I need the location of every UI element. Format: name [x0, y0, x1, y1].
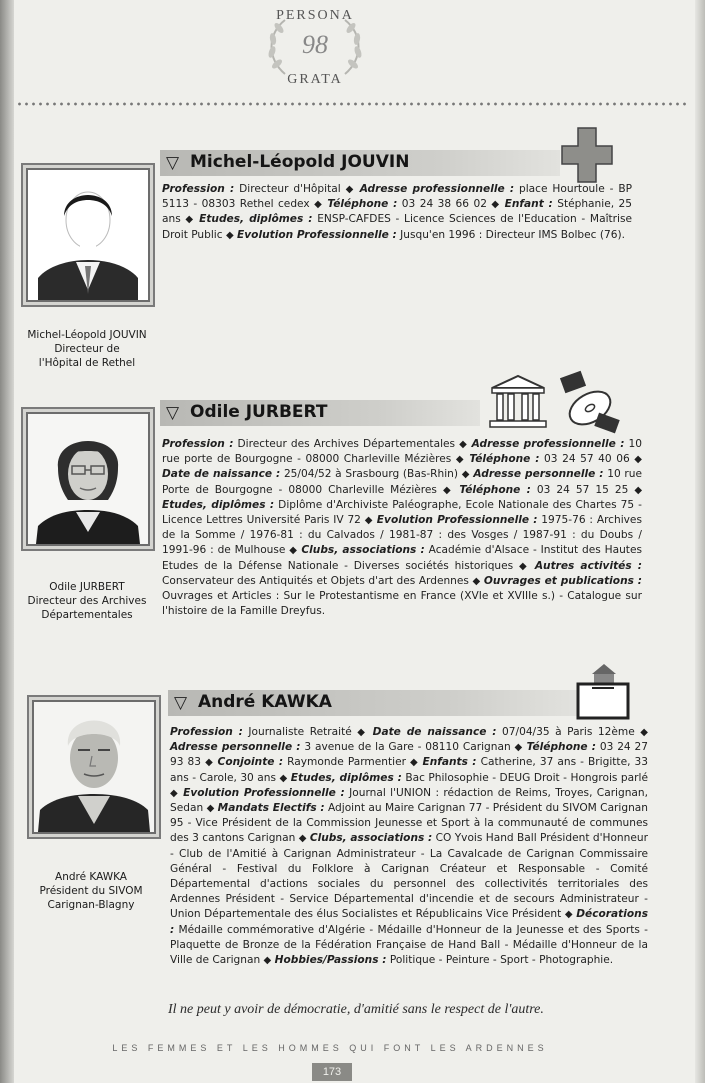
entry-text-kawka: Profession : Journaliste Retraité ◆ Date de naissance : 07/04/35 à Paris 12ème ◆ Adresse personnelle : 3 avenue de la Gare - 08110 Carignan ◆ Téléphone : 03 24 27 93 83 ◆ Conjointe : Raymonde Parmentier ◆ Enfants : Catherine, 37 ans - Brigitte, 33 ans - Carole, 30 ans ◆ Etudes, diplômes : Bac Philosophie - DEUG Droit - Hongrois parlé ◆ Evolution Professionnelle : Journal l'UNION : rédaction de Reims, Troyes, Carignan, Sedan ◆ Mandats Electifs : Adjoint au Maire Carignan 77 - Président du SIVOM Carignan 95 - Vice Président de la Commission Jeunesse et Sport à la communauté de communes des 3 cantons Carignan ◆ Clubs, associations : CO Yvois Hand Ball Président d'Honneur - Club de l'Amitié à Carignan Administrateur - La Cavalcade de Carignan Commissaire Général - Festival du Folklore à Carignan Créateur et Responsable - Comité Départemental d'actions sociales du personnel des collectivités territoriales des Ardennes Président - Service Départemental d'incendie et de secours Administrateur - Union Départementale des élus Socialistes et Républicains Vice Président ◆ Décorations : Médaille commémorative d'Algérie - Médaille d'Honneur de la Jeunesse et des Sports - Plaquette de Bronze de la Fédération Française de Hand Ball - Médaille d'Honneur de la Ville de Carignan ◆ Hobbies/Passions : Politique - Peinture - Sport - Photographie. [170, 726, 649, 967]
entry-text-jouvin: Profession : Directeur d'Hôpital ◆ Adresse professionnelle : place Hourtoule - BP 5113 - 08303 Rethel cedex ◆ Téléphone : 03 24 38 66 02 ◆ Enfant : Stéphanie, 25 ans ◆ Etudes, diplômes : ENSP-CAFDES - Licence Sciences de l'Education - Maîtrise Droit Public ◆ Evolution Professionnelle : Jusqu'en 1996 : Directeur IMS Bolbec (76). [162, 183, 633, 241]
portrait-photo-kawka [32, 700, 156, 834]
caption-title: Directeur de [54, 343, 120, 355]
caption-name: Michel-Léopold JOUVIN [27, 329, 147, 341]
name-bar-jouvin [160, 150, 560, 176]
caption-title: Carignan-Blagny [47, 899, 135, 911]
name-bar-kawka [168, 690, 578, 716]
entry-text-jurbert: Profession : Directeur des Archives Départementales ◆ Adresse professionnelle : 10 rue porte de Bourgogne - 08000 Charleville Mézières ◆ Téléphone : 03 24 57 40 06 ◆ Date de naissance : 25/04/52 à Srasbourg (Bas-Rhin) ◆ Adresse personnelle : 10 rue Porte de Bourgogne - 08000 Charleville Mézières ◆ Téléphone : 03 24 57 15 25 ◆ Etudes, diplômes : Diplôme d'Archiviste Paléographe, Ecole Nationale des Chartes 75 - Licence Lettres Université Paris IV 72 ◆ Evolution Professionnelle : 1975-76 : Archives de la Somme / 1976-81 : du Calvados / 1981-87 : des Vosges / 1987-91 : du Doubs / 1991-96 : de Mulhouse ◆ Clubs, associations : Académie d'Alsace - Institut des Hautes Etudes de la Défense Nationale - Diverses sociétés historiques ◆ Autres activités : Conservateur des Antiquités et Objets d'art des Ardennes ◆ Ouvrages et publications : Ouvrages et Articles : Sur le Protestantisme en France (XVIe et XVIIIe s.) - Catalogue sur l'histoire de la Famille Dreyfus. [162, 438, 643, 618]
person-name: André KAWKA [198, 692, 332, 712]
page-edge-shadow [695, 0, 705, 1083]
quote-text: Il ne peut y avoir de démocratie, d'amitié sans le respect de l'autre. [168, 1002, 544, 1017]
caption-jouvin [12, 328, 162, 370]
disc-book-icon [556, 370, 622, 436]
logo-number: 98 [302, 30, 328, 59]
caption-kawka [16, 870, 166, 912]
red-cross-icon [560, 126, 614, 184]
persona-grata-logo [255, 4, 375, 88]
museum-icon [488, 372, 548, 430]
triangle-down-icon: ▽ [174, 693, 188, 712]
caption-title: Directeur des Archives [27, 595, 147, 607]
caption-name: André KAWKA [55, 871, 127, 883]
logo-bottom-text: GRATA [287, 72, 343, 87]
triangle-down-icon: ▽ [166, 403, 180, 422]
ballot-box-icon [574, 660, 632, 722]
caption-jurbert [12, 580, 162, 622]
triangle-down-icon: ▽ [166, 153, 180, 172]
page-number: 173 [312, 1063, 352, 1081]
caption-title: Départementales [41, 609, 133, 621]
dotted-divider [16, 102, 688, 106]
logo-top-text: PERSONA [276, 8, 354, 23]
portrait-photo-jouvin [26, 168, 150, 302]
caption-title: Président du SIVOM [39, 885, 143, 897]
name-bar-jurbert [160, 400, 480, 426]
caption-name: Odile JURBERT [49, 581, 125, 593]
person-name: Michel-Léopold JOUVIN [190, 152, 410, 172]
person-name: Odile JURBERT [190, 402, 328, 422]
footer-running-title: LES FEMMES ET LES HOMMES QUI FONT LES ARDENNES [112, 1043, 548, 1053]
portrait-photo-jurbert [26, 412, 150, 546]
caption-title: l'Hôpital de Rethel [38, 357, 136, 369]
page-binding-shadow [0, 0, 14, 1083]
